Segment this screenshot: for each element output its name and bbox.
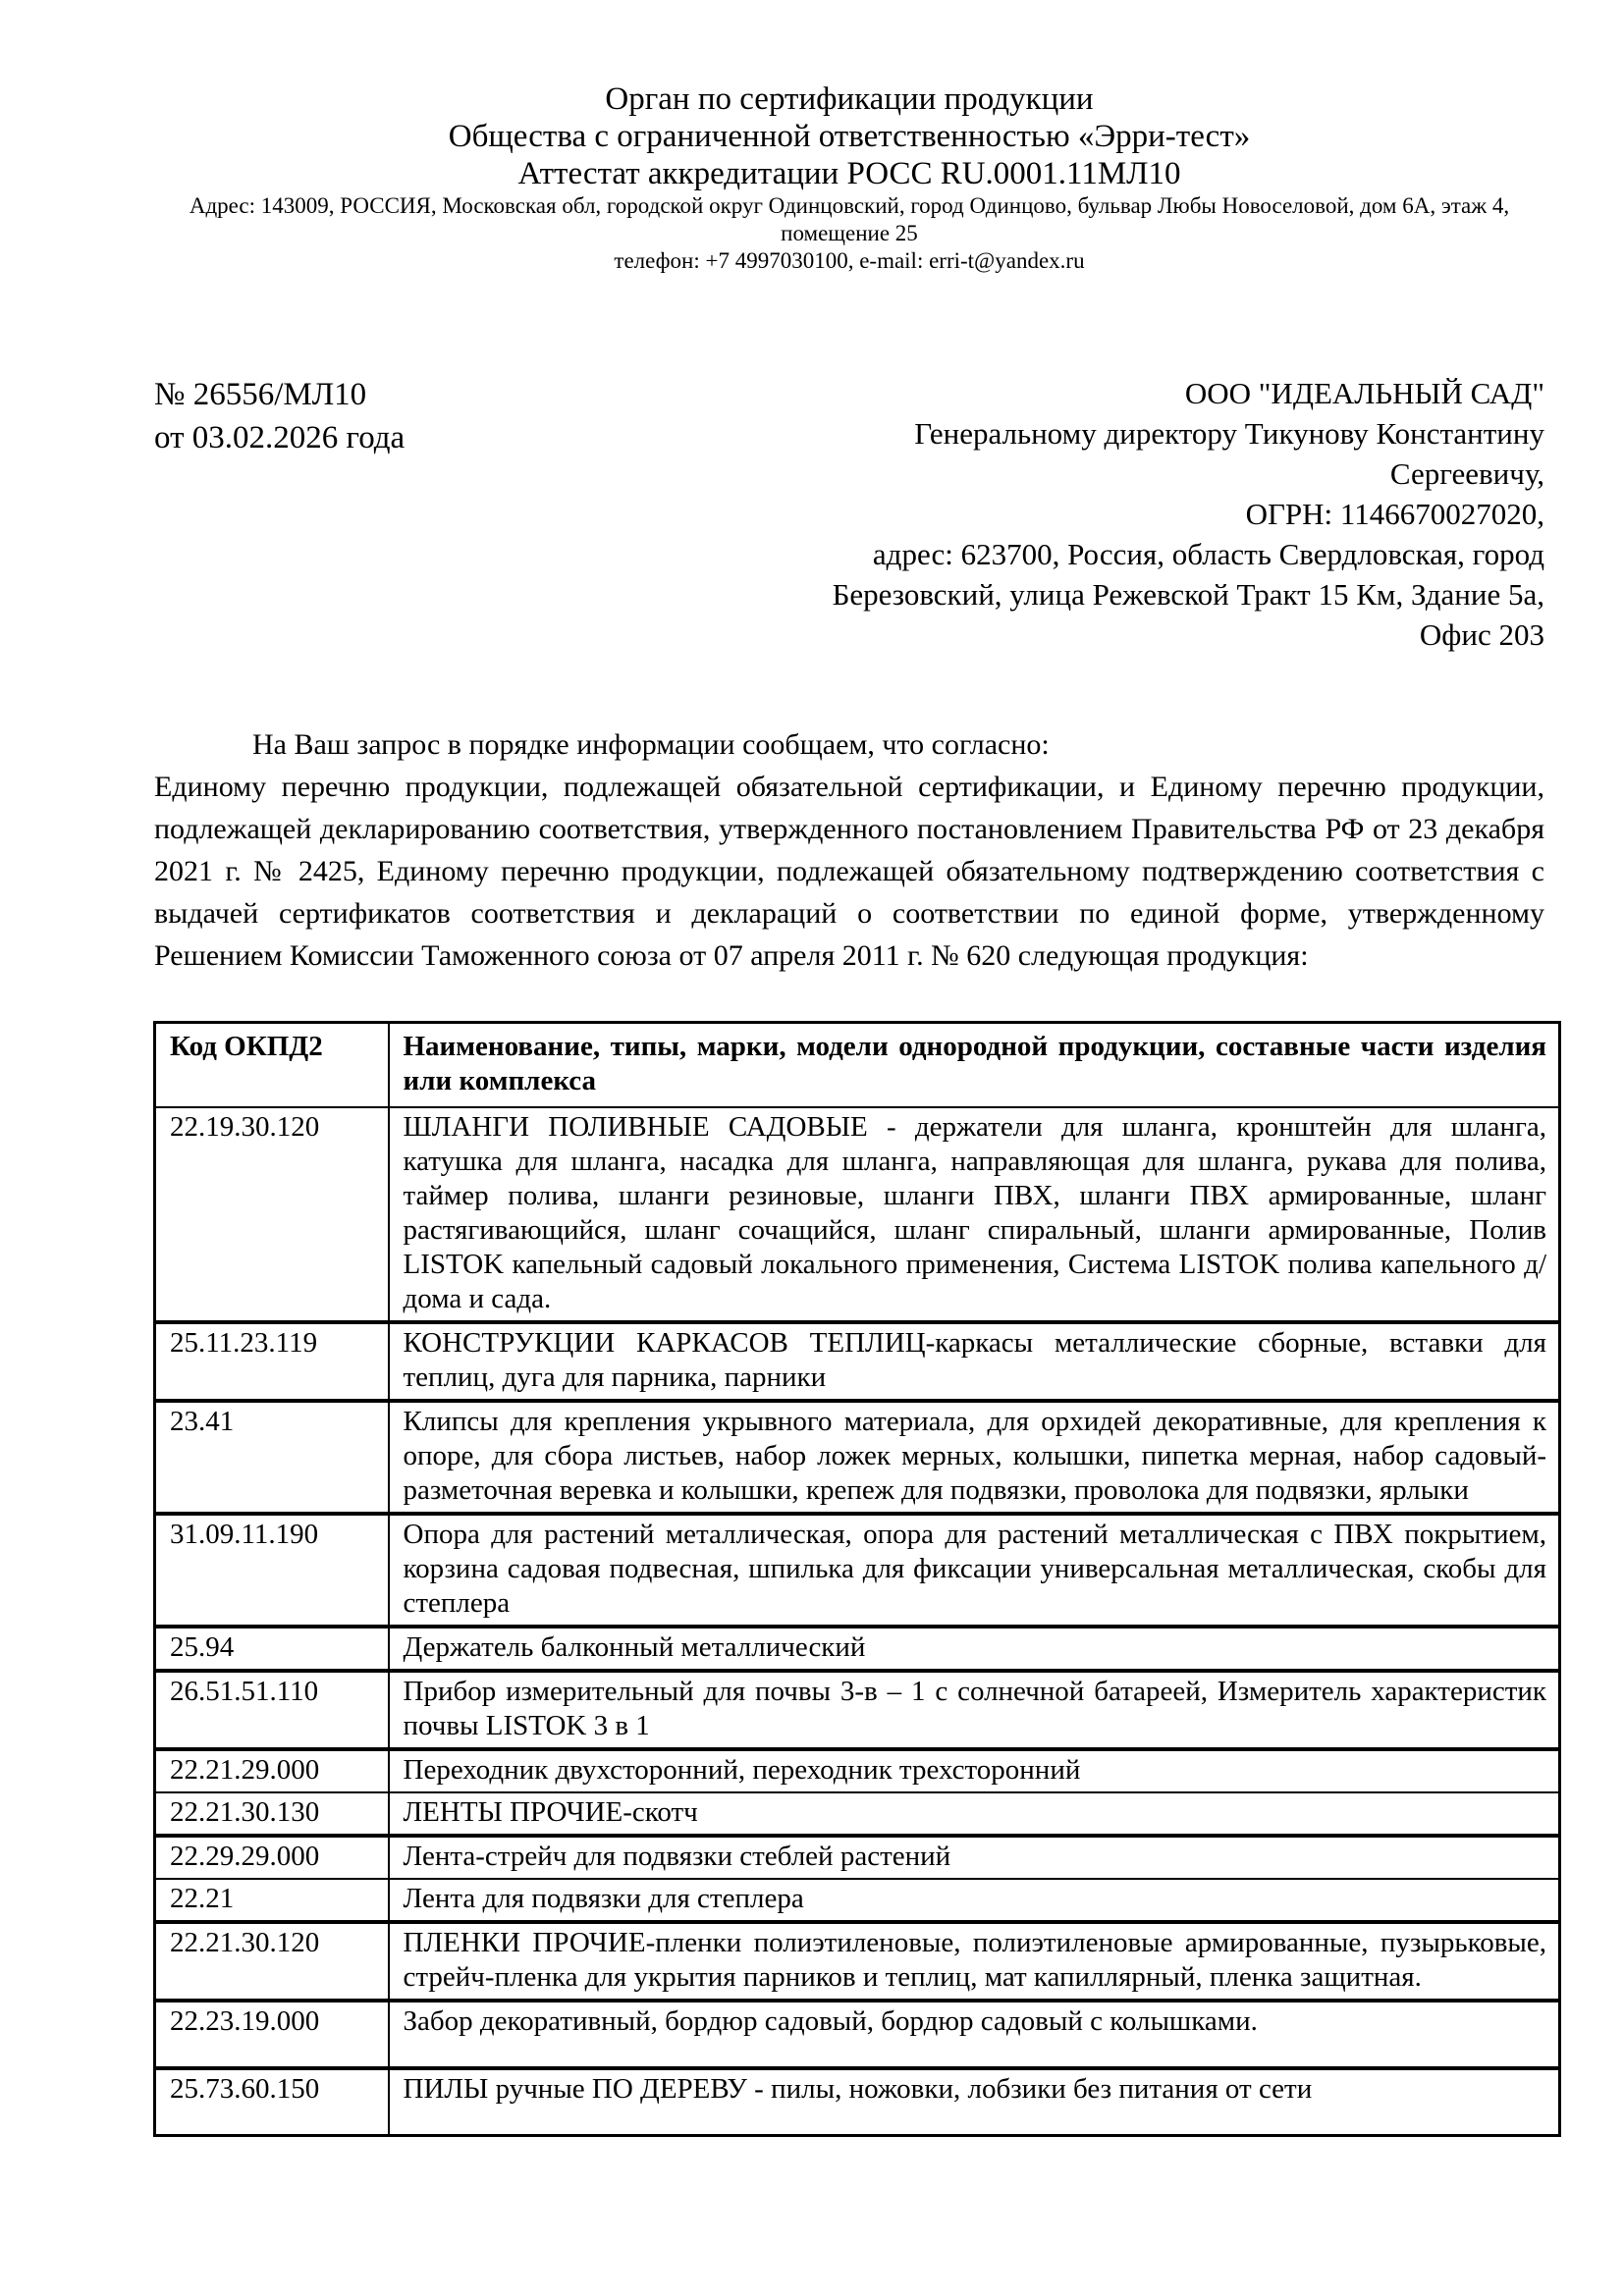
product-description-cell: ПИЛЫ ручные ПО ДЕРЕВУ - пилы, ножовки, лобзики без питания от сети <box>389 2068 1560 2136</box>
letterhead-address-line-1: Адрес: 143009, РОССИЯ, Московская обл, городской округ Одинцовский, город Одинцово, бульвар Любы Новоселовой, дом 6А, этаж 4, <box>189 193 1510 218</box>
table-row <box>155 1107 1560 1322</box>
okpd-code-cell: 22.23.19.000 <box>155 2001 389 2068</box>
okpd-code-header: Код ОКПД2 <box>155 1023 389 1108</box>
recipient-line: адрес: 623700, Россия, область Свердловская, город <box>872 537 1544 571</box>
recipient-line: Офис 203 <box>1419 617 1544 652</box>
product-description-cell: ПЛЕНКИ ПРОЧИЕ-пленки полиэтиленовые, полиэтиленовые армированные, пузырьковые, стрейч-пленка для укрытия парников и теплиц, мат капиллярный, пленка защитная. <box>389 1922 1560 2001</box>
table-row <box>155 1792 1560 1836</box>
okpd-code-cell: 25.11.23.119 <box>155 1322 389 1401</box>
reference-date: от 03.02.2026 года <box>154 420 406 455</box>
table-row <box>155 1671 1560 1749</box>
okpd-code-cell: 25.73.60.150 <box>155 2068 389 2136</box>
product-description-cell: Держатель балконный металлический <box>389 1627 1560 1671</box>
okpd-code-cell: 22.21.30.120 <box>155 1922 389 2001</box>
recipient-line: Сергеевичу, <box>1389 456 1544 491</box>
recipient-line: ОГРН: 1146670027020, <box>1245 497 1544 531</box>
table-header-row <box>155 1023 1560 1108</box>
letter-body <box>154 723 1544 977</box>
table-row <box>155 1922 1560 2001</box>
table-row <box>155 1836 1560 1879</box>
product-description-cell: Забор декоративный, бордюр садовый, бордюр садовый с колышками. <box>389 2001 1560 2068</box>
okpd-code-cell: 26.51.51.110 <box>155 1671 389 1749</box>
reference-and-recipient <box>154 373 1544 655</box>
table-row <box>155 1749 1560 1792</box>
recipient-line: Березовский, улица Режевской Тракт 15 Км, Здание 5а, <box>832 577 1544 612</box>
table-row <box>155 1514 1560 1627</box>
reference-number: № 26556/МЛ10 <box>154 377 367 412</box>
letterhead <box>154 80 1544 275</box>
table-row <box>155 1879 1560 1922</box>
okpd-code-cell: 22.19.30.120 <box>155 1107 389 1322</box>
product-description-cell: Лента для подвязки для степлера <box>389 1879 1560 1922</box>
product-description-cell: Прибор измерительный для почвы 3-в – 1 с солнечной батареей, Измеритель характеристик почвы LISTOK 3 в 1 <box>389 1671 1560 1749</box>
reference-block <box>154 373 405 459</box>
table-row <box>155 1322 1560 1401</box>
letterhead-accreditation: Аттестат аккредитации РОСС RU.0001.11МЛ10 <box>517 156 1181 191</box>
letterhead-org-line-2: Общества с ограниченной ответственностью «Эрри-тест» <box>448 119 1251 154</box>
product-description-cell: КОНСТРУКЦИИ КАРКАСОВ ТЕПЛИЦ-каркасы металлические сборные, вставки для теплиц, дуга для парника, парники <box>389 1322 1560 1401</box>
product-description-cell: ЛЕНТЫ ПРОЧИЕ-скотч <box>389 1792 1560 1836</box>
okpd-code-cell: 22.29.29.000 <box>155 1836 389 1879</box>
product-description-cell: Клипсы для крепления укрывного материала, для орхидей декоративные, для крепления к опоре, для сбора листьев, набор ложек мерных, колышки, пипетка мерная, набор садовый-разметочная веревка и колышки, крепеж для подвязки, проволока для подвязки, ярлыки <box>389 1401 1560 1514</box>
recipient-block <box>833 373 1544 655</box>
product-description-cell: Переходник двухсторонний, переходник трехсторонний <box>389 1749 1560 1792</box>
okpd-code-cell: 23.41 <box>155 1401 389 1514</box>
product-description-cell: Опора для растений металлическая, опора для растений металлическая с ПВХ покрытием, корзина садовая подвесная, шпилька для фиксации универсальная металлическая, скобы для степлера <box>389 1514 1560 1627</box>
okpd-code-cell: 31.09.11.190 <box>155 1514 389 1627</box>
product-name-header: Наименование, типы, марки, модели однородной продукции, составные части изделия или комплекса <box>389 1023 1560 1108</box>
body-paragraph: Единому перечню продукции, подлежащей обязательной сертификации, и Единому перечню продукции, подлежащей декларированию соответствия, утвержденного постановлением Правительства РФ от 23 декабря 2021 г. № 2425, Единому перечню продукции, подлежащей обязательному подтверждению соответствия с выдачей сертификатов соответствия и деклараций о соответствии по единой форме, утвержденному Решением Комиссии Таможенного союза от 07 апреля 2011 г. № 620 следующая продукция: <box>154 771 1544 972</box>
letterhead-org-line-1: Орган по сертификации продукции <box>605 81 1094 117</box>
product-description-cell: ШЛАНГИ ПОЛИВНЫЕ САДОВЫЕ - держатели для шланга, кронштейн для шланга, катушка для шланга, насадка для шланга, направляющая для шланга, рукава для полива, таймер полива, шланги резиновые, шланги ПВХ, шланги ПВХ армированные, шланг растягивающийся, шланг сочащийся, шланг спиральный, шланги армированные, Полив LISTOK капельный садовый локального применения, Система LISTOK полива капельного д/дома и сада. <box>389 1107 1560 1322</box>
recipient-line: Генеральному директору Тикунову Константину <box>914 416 1544 451</box>
table-row <box>155 2068 1560 2136</box>
product-description-cell: Лента-стрейч для подвязки стеблей растений <box>389 1836 1560 1879</box>
table-row <box>155 1401 1560 1514</box>
letterhead-contact-line: телефон: +7 4997030100, e-mail: erri-t@yandex.ru <box>614 248 1085 273</box>
recipient-line: ООО "ИДЕАЛЬНЫЙ САД" <box>1184 376 1544 410</box>
okpd-code-cell: 22.21 <box>155 1879 389 1922</box>
table-row <box>155 1627 1560 1671</box>
okpd-code-cell: 25.94 <box>155 1627 389 1671</box>
okpd-code-cell: 22.21.29.000 <box>155 1749 389 1792</box>
body-intro: На Ваш запрос в порядке информации сообщаем, что согласно: <box>252 728 1050 761</box>
letterhead-address-line-2: помещение 25 <box>781 221 918 245</box>
products-table <box>153 1021 1561 2137</box>
okpd-code-cell: 22.21.30.130 <box>155 1792 389 1836</box>
table-row <box>155 2001 1560 2068</box>
